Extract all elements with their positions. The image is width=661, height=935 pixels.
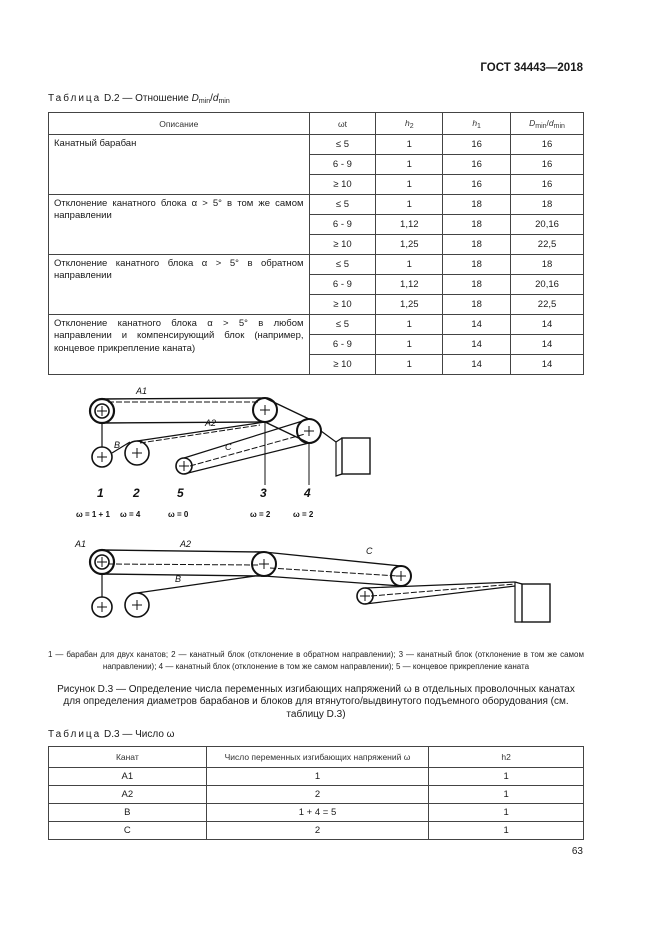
part-number-1: 1 [97,486,104,500]
table-cell: 14 [443,335,511,355]
table-cell: 22,5 [511,235,584,255]
description-cell: Отклонение канатного блока α > 5° в обратном направлении [49,255,310,315]
table-cell: 1 [376,135,443,155]
table-cell: 1 [376,195,443,215]
table-d2-caption: Таблица D.2 — Отношение $D_{min}/d_{min}$ [48,93,230,105]
table-cell: 6 - 9 [309,215,376,235]
table-cell: 6 - 9 [309,155,376,175]
omega-4: ω = 2 [293,510,314,519]
header-count: Число переменных изгибающих напряжений ω [206,747,429,768]
table-cell: 18 [443,215,511,235]
table-cell: 16 [511,175,584,195]
table-d3 [48,746,584,840]
table-d2 [48,112,584,375]
table-cell: 18 [443,295,511,315]
table-cell: 18 [443,255,511,275]
header-wt: ωt [309,113,376,135]
rope-label-a1: A1 [75,539,87,549]
rope-label-a1: A1 [136,386,148,396]
table-cell: A1 [49,768,207,786]
table-cell: 16 [511,155,584,175]
description-cell: Отклонение канатного блока α > 5° в том же самом направлении [49,195,310,255]
table-cell: A2 [49,786,207,804]
table-cell: 1,12 [376,275,443,295]
figure-caption: Рисунок D.3 — Определение числа переменных изгибающих напряжений ω в отдельных проволочных канатах для определения диаметров барабанов и блоков для втянутого/выдвинутого подъемного оборудования (см. таблицу D.3) [57,684,575,720]
hoist-unit [522,584,550,622]
hoist-unit [342,438,370,474]
table-cell: 20,16 [511,215,584,235]
table-cell: 1 [429,768,584,786]
table-cell: ≤ 5 [309,315,376,335]
header-rope: Канат [49,747,207,768]
rope-label-c: C [225,442,232,452]
table-cell: 16 [443,155,511,175]
standard-code: ГОСТ 34443—2018 [480,62,583,74]
header-h2: h2 [429,747,584,768]
table-row [49,135,584,155]
rope-reeving-diagram-top [60,380,380,520]
page-number: 63 [571,846,583,857]
table-cell: ≥ 10 [309,295,376,315]
figure-legend: 1 — барабан для двух канатов; 2 — канатный блок (отклонение в обратном направлении); 3 — канатный блок (отклонение в том же самом направлении); 4 — канатный блок (отклонение в том же самом направлении); 5 — концевое прикрепление каната [48,650,584,671]
table-row [49,315,584,335]
table-cell: 1 [429,822,584,840]
table-row [49,768,584,786]
header-ratio: $D_{min}/d_{min}$ [511,113,584,135]
rope-label-b: B [175,574,182,584]
table-cell: 1 [376,315,443,335]
table-row [49,255,584,275]
table-cell: 16 [443,175,511,195]
table-header-row [49,747,584,768]
table-cell: 1 [206,768,429,786]
table-cell: 14 [443,315,511,335]
part-number-3: 3 [260,486,267,500]
table-cell: 1 [376,255,443,275]
table-cell: 22,5 [511,295,584,315]
table-cell: 1 [376,335,443,355]
header-h2: $h_2$ [376,113,443,135]
table-cell: 2 [206,786,429,804]
table-cell: B [49,804,207,822]
table-cell: 14 [443,355,511,375]
rope-label-b: B [114,440,121,450]
rope-reeving-diagram-bottom [60,534,560,634]
table-cell: 18 [511,195,584,215]
part-number-2: 2 [133,486,140,500]
table-row [49,804,584,822]
table-cell: ≥ 10 [309,175,376,195]
table-cell: 1 + 4 = 5 [206,804,429,822]
rope-label-a2: A2 [205,418,217,428]
omega-2: ω = 4 [120,510,141,519]
table-cell: 1,12 [376,215,443,235]
rope-label-a2: A2 [180,539,192,549]
table-cell: 18 [443,195,511,215]
table-cell: C [49,822,207,840]
table-row [49,195,584,215]
table-cell: 18 [511,255,584,275]
description-cell: Отклонение канатного блока α > 5° в любом направлении и компенсирующий блок (например, концевое прикрепление каната) [49,315,310,375]
table-cell: 1 [376,175,443,195]
table-cell: 14 [511,335,584,355]
table-header-row [49,113,584,135]
table-cell: ≥ 10 [309,235,376,255]
table-cell: ≤ 5 [309,195,376,215]
table-cell: ≥ 10 [309,355,376,375]
rope-label-c: C [366,546,373,556]
omega-1: ω = 1 + 1 [76,510,110,519]
table-cell: 1 [376,155,443,175]
table-cell: ≤ 5 [309,135,376,155]
table-cell: 18 [443,275,511,295]
table-cell: 16 [511,135,584,155]
table-row [49,822,584,840]
table-row [49,786,584,804]
table-cell: 1 [376,355,443,375]
table-d3-caption: Таблица D.3 — Число ω [48,729,175,740]
header-h1: $h_1$ [443,113,511,135]
table-cell: 1,25 [376,295,443,315]
table-cell: 14 [511,315,584,335]
table-cell: 14 [511,355,584,375]
header-description: Описание [49,113,310,135]
table-cell: 1 [429,786,584,804]
table-cell: 6 - 9 [309,275,376,295]
table-cell: 1,25 [376,235,443,255]
table-cell: 2 [206,822,429,840]
table-cell: 20,16 [511,275,584,295]
table-cell: 16 [443,135,511,155]
part-number-5: 5 [177,486,184,500]
table-cell: ≤ 5 [309,255,376,275]
table-cell: 18 [443,235,511,255]
omega-5: ω = 0 [168,510,189,519]
description-cell: Канатный барабан [49,135,310,195]
omega-3: ω = 2 [250,510,271,519]
part-number-4: 4 [304,486,311,500]
table-cell: 6 - 9 [309,335,376,355]
table-cell: 1 [429,804,584,822]
